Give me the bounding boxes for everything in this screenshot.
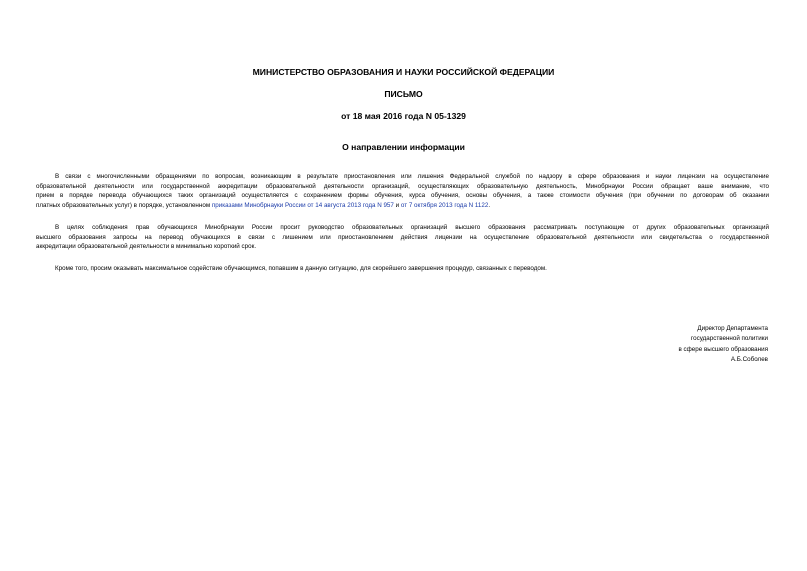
ministry-title: МИНИСТЕРСТВО ОБРАЗОВАНИЯ И НАУКИ РОССИЙСКОЙ ФЕДЕРАЦИИ xyxy=(252,67,555,77)
paragraph-1-line-3: прием в порядке перевода обучающихся таких организаций осуществляется с сохранением формы обучения, курса обучения, основы обучения, а также стоимости обучения (при обучении по договорам об оказании xyxy=(36,192,769,200)
order-957-link[interactable]: приказами Минобрнауки России от 14 августа 2013 года N 957 xyxy=(211,202,394,210)
paragraph-3 xyxy=(36,264,769,274)
document-subject: О направлении информации xyxy=(342,142,465,152)
signature-name: А.Б.Соболев xyxy=(730,356,768,364)
paragraph-2-line-1: В целях соблюдения прав обучающихся Минобрнауки России просит руководство образовательных организаций высшего образования рассматривать поступающие от других образовательных организаций xyxy=(55,224,769,231)
paragraph-1-line-4 xyxy=(36,201,769,211)
paragraph-3-line-1: Кроме того, просим оказывать максимальное содействие обучающимся, попавшим в данную ситуацию, для скорейшего завершения процедур, связанных с переводом. xyxy=(55,265,547,272)
paragraph-2 xyxy=(36,223,769,252)
signature-position: Директор Департамента xyxy=(697,325,768,332)
order-1122-link[interactable]: от 7 октября 2013 года N 1122 xyxy=(400,202,489,210)
paragraph-1-line-4-conj: и xyxy=(395,202,400,210)
paragraph-1-line-4-end: . xyxy=(488,202,491,210)
paragraph-2-line-2: высшего образования запросы на перевод обучающихся в связи с лишением или приостановлением действия лицензии на осуществление образовательной деятельности или свидетельства о государственной xyxy=(36,233,769,241)
signature-block xyxy=(678,324,768,366)
signature-department-area: в сфере высшего образования xyxy=(678,345,768,353)
signature-department: государственной политики xyxy=(690,335,768,343)
document-type: ПИСЬМО xyxy=(384,89,423,99)
paragraph-1-line-4-text: платных образовательных услуг) в порядке, установленном xyxy=(36,202,211,210)
paragraph-1-line-1: В связи с многочисленными обращениями по вопросам, возникающим в результате приостановления или лишения Федеральной службой по надзору в сфере образования и науки лицензии на осуществление xyxy=(55,173,769,180)
paragraph-2-line-3: аккредитации образовательной деятельности в минимально короткий срок. xyxy=(36,243,257,251)
document-date-number: от 18 мая 2016 года N 05-1329 xyxy=(341,111,466,121)
paragraph-1-line-2: образовательной деятельности или государственной аккредитации образовательной деятельности организаций, осуществляющих образовательную деятельность, Минобрнауки России обращает ваше внимание, что xyxy=(36,182,769,190)
paragraph-1 xyxy=(36,172,769,211)
